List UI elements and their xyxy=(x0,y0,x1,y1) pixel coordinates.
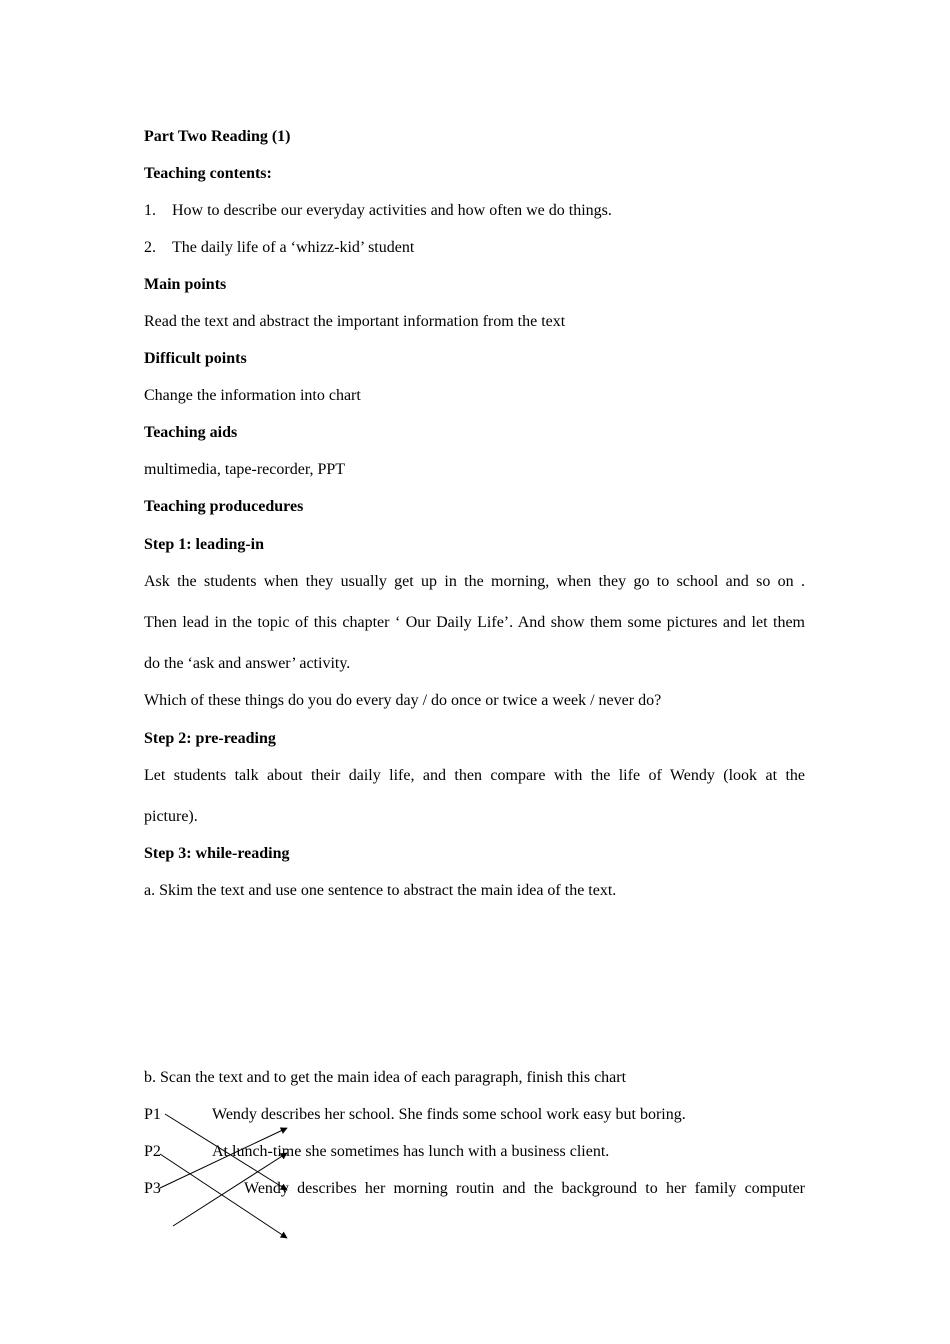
step2-paragraph-line: Let students talk about their daily life, and then compare with the life of Wendy (look at the xyxy=(144,767,805,784)
part-title: Part Two Reading (1) xyxy=(144,128,291,145)
teaching-contents-heading: Teaching contents: xyxy=(144,165,272,182)
paragraph-label-p3: P3 xyxy=(144,1180,161,1197)
item-text: The daily life of a ‘whizz-kid’ student xyxy=(172,239,415,256)
step1-question: Which of these things do you do every day / do once or twice a week / never do? xyxy=(144,692,662,709)
paragraph-label-p2: P2 xyxy=(144,1143,161,1160)
main-points-heading: Main points xyxy=(144,276,227,293)
arrow-p3-to-option-2 xyxy=(160,1128,287,1188)
teaching-aids-heading: Teaching aids xyxy=(144,424,238,441)
match-option-3: Wendy describes her morning routin and the background to her family computer xyxy=(244,1180,805,1197)
step1-paragraph-line: do the ‘ask and answer’ activity. xyxy=(144,655,351,672)
step1-paragraph-line: Ask the students when they usually get up in the morning, when they go to school and so on . xyxy=(144,573,805,590)
item-text: How to describe our everyday activities and how often we do things. xyxy=(172,202,612,219)
paragraph-label-p1: P1 xyxy=(144,1106,161,1123)
difficult-points-text: Change the information into chart xyxy=(144,387,361,404)
arrow-p2-to-option-below xyxy=(160,1154,287,1238)
difficult-points-heading: Difficult points xyxy=(144,350,247,367)
arrow-p1-to-option-3 xyxy=(165,1114,287,1190)
step3-heading: Step 3: while-reading xyxy=(144,845,290,862)
step1-paragraph-line: Then lead in the topic of this chapter ‘ Our Daily Life’. And show them some pictures and let them xyxy=(144,614,805,631)
item-number: 2. xyxy=(144,239,156,256)
main-points-text: Read the text and abstract the important information from the text xyxy=(144,313,566,330)
step1-heading: Step 1: leading-in xyxy=(144,536,265,553)
teaching-aids-text: multimedia, tape-recorder, PPT xyxy=(144,461,346,478)
match-option-2: At lunch-time she sometimes has lunch with a business client. xyxy=(212,1143,610,1160)
step2-paragraph-line: picture). xyxy=(144,808,198,825)
item-number: 1. xyxy=(144,202,156,219)
procedures-heading: Teaching producedures xyxy=(144,498,304,515)
step3-task-a: a. Skim the text and use one sentence to abstract the main idea of the text. xyxy=(144,882,617,899)
arrow-below-to-option-2 xyxy=(173,1153,287,1226)
step2-heading: Step 2: pre-reading xyxy=(144,730,276,747)
match-option-1: Wendy describes her school. She finds some school work easy but boring. xyxy=(212,1106,686,1123)
step3-task-b: b. Scan the text and to get the main idea of each paragraph, finish this chart xyxy=(144,1069,627,1086)
